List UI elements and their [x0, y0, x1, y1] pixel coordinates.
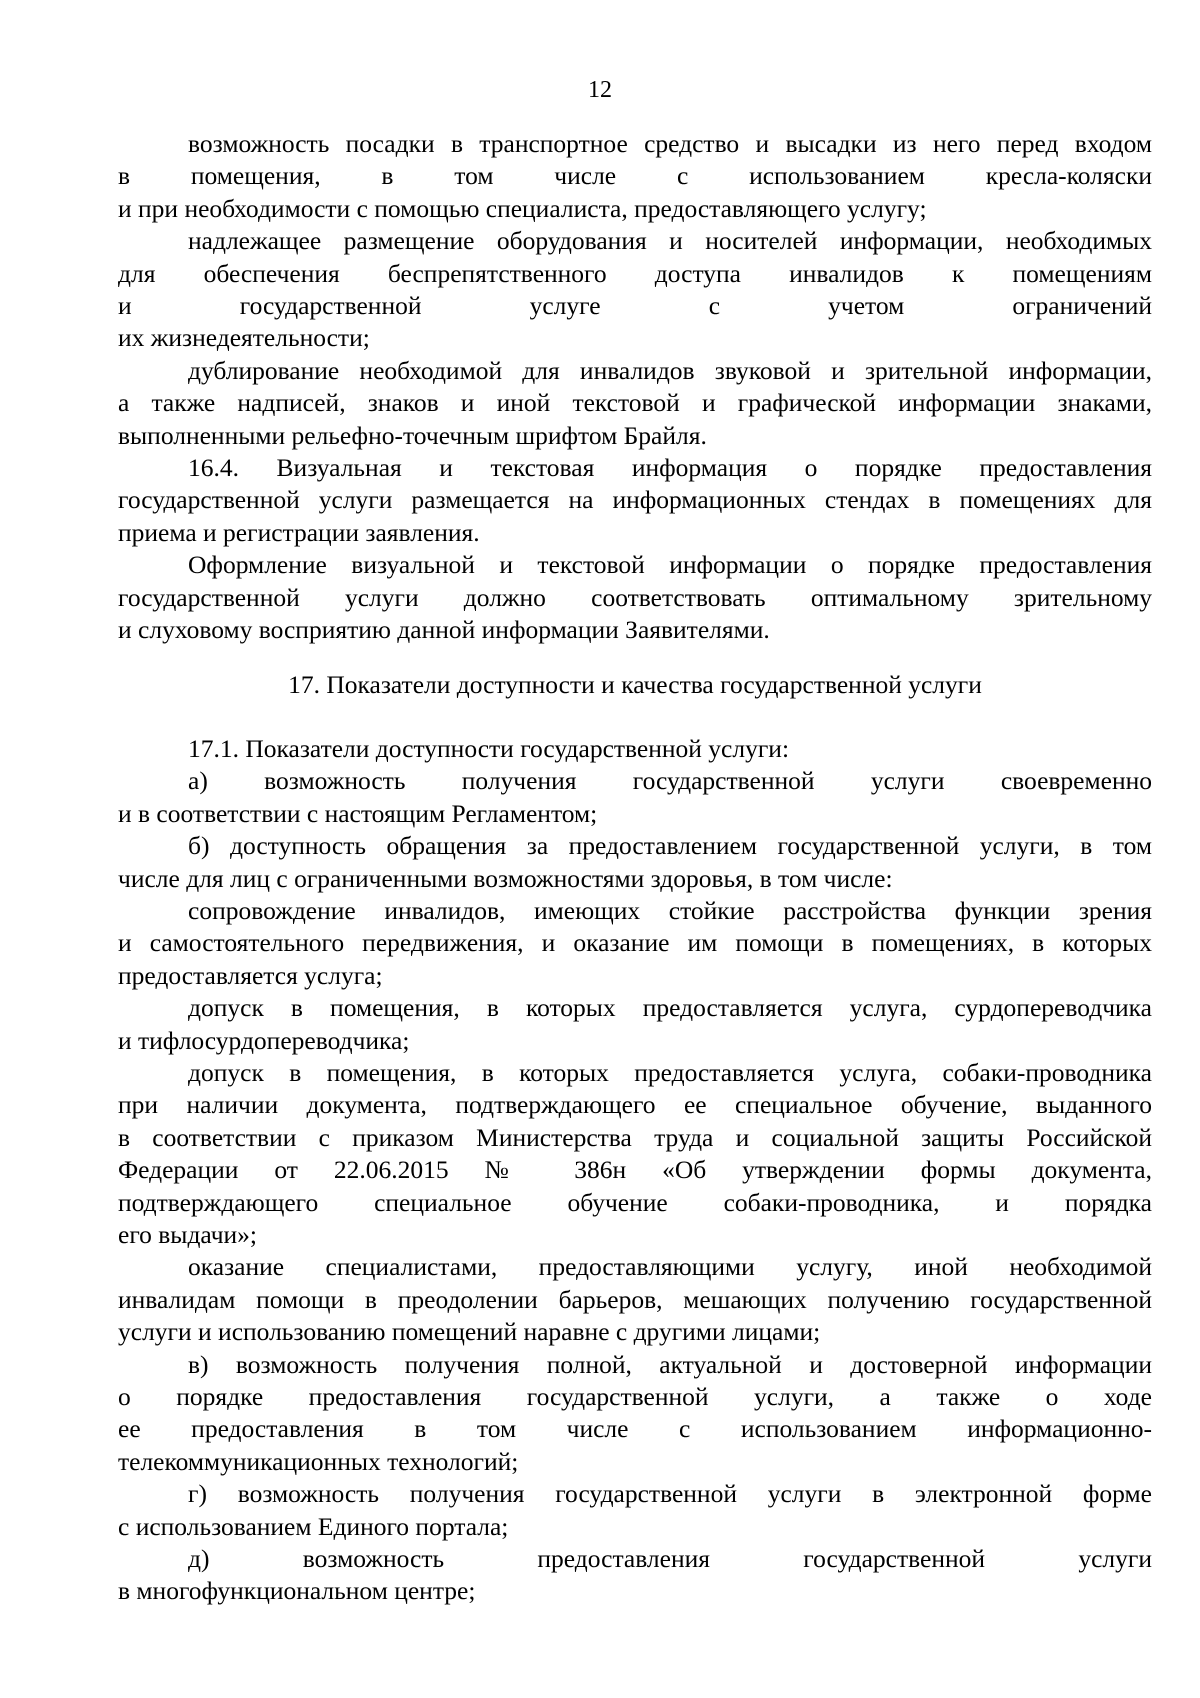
- paragraph: [118, 733, 1152, 765]
- text-line: с использованием Единого портала;: [118, 1511, 509, 1541]
- text-line: а) возможность получения государственной услуги своевременно: [188, 766, 1152, 796]
- paragraph: [118, 128, 1152, 225]
- text-line: государственной услуги размещается на информационных стендах в помещениях для: [118, 485, 1152, 515]
- text-line: допуск в помещения, в которых предоставляется услуга, собаки-проводника: [188, 1057, 1152, 1087]
- page-number: 12: [588, 77, 612, 103]
- text-line: при наличии документа, подтверждающего ее специальное обучение, выданного: [118, 1090, 1152, 1120]
- text-line: его выдачи»;: [118, 1220, 258, 1249]
- section-heading: 17. Показатели доступности и качества государственной услуги: [288, 669, 982, 699]
- text-line: и при необходимости с помощью специалиста, предоставляющего услугу;: [118, 193, 927, 223]
- paragraph: [118, 355, 1152, 452]
- paragraph: [118, 452, 1152, 549]
- paragraph: [118, 225, 1152, 355]
- text-line: сопровождение инвалидов, имеющих стойкие расстройства функции зрения: [188, 895, 1152, 925]
- text-line: о порядке предоставления государственной услуги, а также о ходе: [118, 1382, 1152, 1412]
- text-line: д) возможность предоставления государственной услуги: [188, 1544, 1152, 1574]
- paragraph: [118, 1251, 1152, 1348]
- text-line: оказание специалистами, предоставляющими услугу, иной необходимой: [188, 1252, 1152, 1282]
- text-line: ее предоставления в том числе с использованием информационно-: [118, 1414, 1152, 1444]
- text-line: услуги и использованию помещений наравне с другими лицами;: [118, 1317, 821, 1347]
- document-body: [118, 128, 1152, 1608]
- text-line: надлежащее размещение оборудования и носителей информации, необходимых: [188, 226, 1152, 256]
- text-line: предоставляется услуга;: [118, 960, 383, 990]
- paragraph: [118, 549, 1152, 646]
- text-line: 17.1. Показатели доступности государственной услуги:: [188, 733, 790, 763]
- text-line: в) возможность получения полной, актуальной и достоверной информации: [188, 1349, 1152, 1379]
- text-line: в многофункциональном центре;: [118, 1576, 476, 1606]
- text-line: подтверждающего специальное обучение собаки-проводника, и порядка: [118, 1187, 1152, 1217]
- text-line: и государственной услуге с учетом ограничений: [118, 291, 1152, 321]
- paragraph: [118, 1543, 1152, 1608]
- paragraph: [118, 895, 1152, 992]
- text-line: государственной услуги должно соответствовать оптимальному зрительному: [118, 582, 1152, 612]
- text-line: выполненными рельефно-точечным шрифтом Брайля.: [118, 420, 707, 450]
- text-line: 16.4. Визуальная и текстовая информация о порядке предоставления: [188, 453, 1152, 483]
- text-line: для обеспечения беспрепятственного доступа инвалидов к помещениям: [118, 258, 1152, 288]
- text-line: допуск в помещения, в которых предоставляется услуга, сурдопереводчика: [188, 993, 1152, 1023]
- text-line: возможность посадки в транспортное средство и высадки из него перед входом: [188, 129, 1152, 158]
- paragraph: [118, 1057, 1152, 1251]
- text-line: в соответствии с приказом Министерства труда и социальной защиты Российской: [118, 1122, 1152, 1152]
- text-line: дублирование необходимой для инвалидов звуковой и зрительной информации,: [188, 355, 1152, 385]
- text-line: и самостоятельного передвижения, и оказание им помощи в помещениях, в которых: [118, 928, 1152, 958]
- text-line: и тифлосурдопереводчика;: [118, 1025, 410, 1055]
- text-line: числе для лиц с ограниченными возможностями здоровья, в том числе:: [118, 863, 893, 893]
- paragraph: [118, 1478, 1152, 1543]
- paragraph: [118, 992, 1152, 1057]
- text-line: Федерации от 22.06.2015 № 386н «Об утверждении формы документа,: [118, 1155, 1152, 1185]
- paragraph: [118, 1349, 1152, 1479]
- text-line: а также надписей, знаков и иной текстовой и графической информации знаками,: [118, 388, 1152, 418]
- text-line: г) возможность получения государственной услуги в электронной форме: [188, 1479, 1152, 1509]
- text-line: инвалидам помощи в преодолении барьеров, мешающих получению государственной: [118, 1284, 1152, 1314]
- text-line: и слуховому восприятию данной информации Заявителями.: [118, 615, 770, 645]
- paragraph: [118, 765, 1152, 830]
- text-line: приема и регистрации заявления.: [118, 517, 480, 547]
- text-line: и в соответствии с настоящим Регламентом;: [118, 798, 598, 828]
- text-line: б) доступность обращения за предоставлением государственной услуги, в том: [188, 831, 1152, 861]
- paragraph: [118, 830, 1152, 895]
- text-line: Оформление визуальной и текстовой информации о порядке предоставления: [188, 550, 1152, 580]
- text-line: их жизнедеятельности;: [118, 323, 370, 353]
- text-line: в помещения, в том числе с использованием кресла-коляски: [118, 161, 1152, 191]
- text-line: телекоммуникационных технологий;: [118, 1446, 519, 1476]
